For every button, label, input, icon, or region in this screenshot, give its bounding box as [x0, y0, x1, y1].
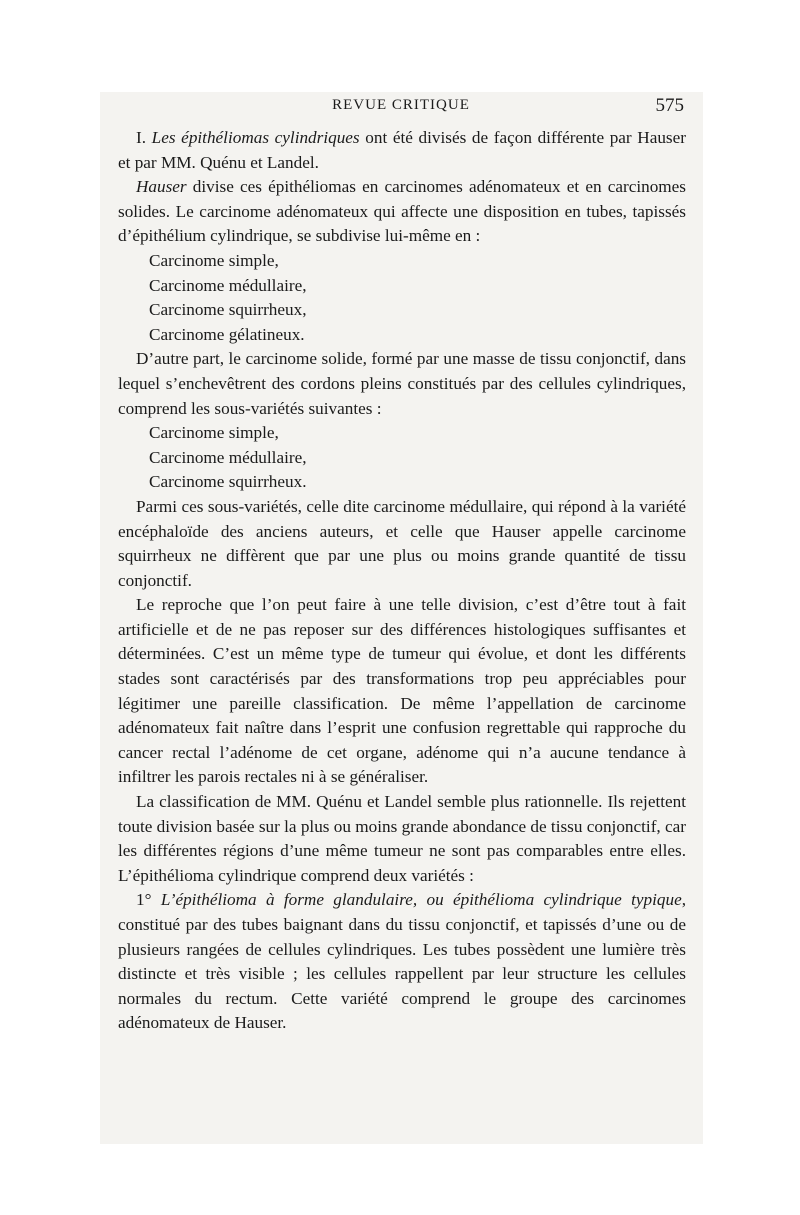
section-title: Les épithéliomas cylindriques	[151, 128, 360, 147]
variety-list-1	[118, 249, 686, 347]
list-item: Carcinome squirrheux.	[149, 472, 307, 492]
paragraph-3: D’autre part, le carcinome solide, formé par une masse de tissu conjonctif, dans lequel s’enchevêtrent des cordons pleins constitués par des cellules cylindriques, comprend les sous-variétés suivantes :	[118, 349, 686, 418]
paragraph-1-text: ont été divisés de façon différente par Hauser et par MM. Quénu et Landel.	[118, 128, 686, 172]
paragraph-4: Parmi ces sous-variétés, celle dite carcinome médullaire, qui répond à la variété encéphaloïde des anciens auteurs, et celle que Hauser appelle carcinome squirrheux ne diffèrent que par une plus ou moins grande quantité de tissu conjonctif.	[118, 496, 686, 590]
section-number: I.	[136, 128, 152, 147]
paragraph-7-text: , constitué par des tubes baignant dans du tissu conjonctif, et tapissés d’une ou de plusieurs rangées de cellules cylindriques. Les tubes possèdent une lumière très distincte et très visible ; les cellules rappellent par leur structure les cellules normales du rectum. Cette variété comprend le groupe des carcinomes adénomateux de Hauser.	[118, 890, 687, 1033]
list-item: Carcinome simple,	[149, 423, 279, 443]
paragraph-2-text: divise ces épithéliomas en carcinomes adénomateux et en carcinomes solides. Le carcinome adénomateux qui affecte une disposition en tubes, tapissés d’épithélium cylindrique, se subdivise lui-même en :	[118, 177, 686, 246]
page-header	[118, 97, 684, 123]
list-item: Carcinome gélatineux.	[149, 324, 305, 344]
list-item: Carcinome squirrheux,	[149, 300, 307, 320]
list-item: Carcinome médullaire,	[149, 275, 307, 295]
list-item: Carcinome simple,	[149, 250, 279, 270]
body-text	[118, 126, 686, 1036]
variety-list-2	[118, 421, 686, 495]
paragraph-5: Le reproche que l’on peut faire à une telle division, c’est d’être tout à fait artificielle et de ne pas reposer sur des différences histologiques suffisantes et déterminées. C’est un même type de tumeur qui évolue, et dont les différents stades sont caractérisés par des transformations trop peu appréciables pour légitimer une pareille classification. De même l’appellation de carcinome adénomateux fait naître dans l’esprit une confusion regrettable qui rapproche du cancer rectal l’adénome de cet organe, adénome qui n’a aucune tendance à infiltrer les parois rectales ni à se généraliser.	[118, 595, 686, 787]
paragraph-7	[118, 888, 686, 1036]
paragraph-1	[118, 126, 686, 175]
list-item: Carcinome médullaire,	[149, 447, 307, 467]
paragraph-2	[118, 175, 686, 249]
author-name: Hauser	[136, 177, 187, 197]
item-number: 1°	[136, 890, 161, 910]
paragraph-6: La classification de MM. Quénu et Landel semble plus rationnelle. Ils rejettent toute division basée sur la plus ou moins grande abondance de tissu conjonctif, car les différentes régions d’une même tumeur ne sont pas comparables entre elles. L’épithélioma cylindrique comprend deux variétés :	[118, 792, 687, 885]
running-title: REVUE CRITIQUE	[332, 97, 470, 113]
page-number: 575	[655, 95, 684, 116]
variety-title: L’épithélioma à forme glandulaire, ou épithélioma cylindrique typique	[160, 890, 682, 910]
